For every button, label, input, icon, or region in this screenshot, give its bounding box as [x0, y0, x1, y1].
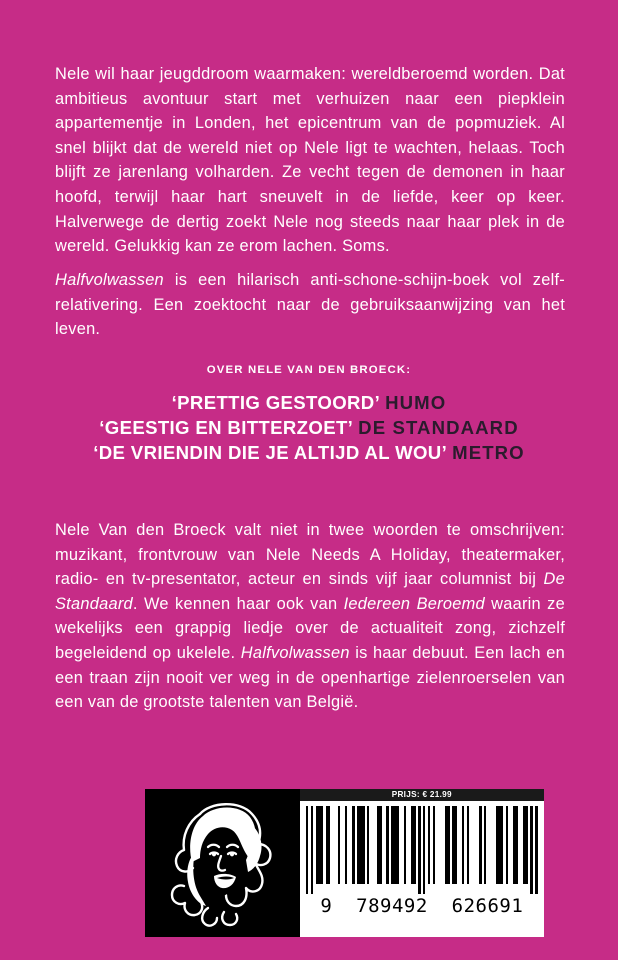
- barcode-area: [300, 801, 544, 937]
- author-bio-paragraph: [55, 518, 565, 715]
- publisher-logo: [145, 789, 300, 937]
- quote-text: ‘GEESTIG EN BITTERZOET’: [99, 417, 354, 438]
- bio-part-2: . We kennen haar ook van: [132, 594, 344, 613]
- synopsis-text: [55, 62, 565, 259]
- quote-text: ‘DE VRIENDIN DIE JE ALTIJD AL WOU’: [93, 442, 448, 463]
- synopsis-paragraph: Nele wil haar jeugddroom waarmaken: wereldberoemd worden. Dat ambitieus avontuur start met verhuizen naar een piepklein appartementje in Londen, het epicentrum van de popmuziek. Al snel blijkt dat de wereld niet op Nele ligt te wachten, helaas. Toch blijft ze jarenlang volharden. Ze vecht tegen de demonen in haar hoofd, terwijl haar hart sneuvelt in de liefde, keer op keer. Halverwege de dertig zoekt Nele nog steeds naar haar plek in de wereld. Gelukkig kan ze erom lachen. Soms.: [55, 65, 565, 256]
- pitch-paragraph: [55, 268, 565, 342]
- quote-source: HUMO: [385, 392, 447, 413]
- quote-text: ‘PRETTIG GESTOORD’: [171, 392, 381, 413]
- bio-show-title: Iedereen Beroemd: [343, 594, 485, 613]
- praise-quote: [0, 415, 618, 440]
- author-bio-text: [55, 518, 565, 715]
- praise-quote: [0, 440, 618, 465]
- quote-source: METRO: [452, 442, 525, 463]
- bio-part-1: Nele Van den Broeck valt niet in twee woorden te omschrijven: muzikant, frontvrouw van Nele Needs A Holiday, theatermaker, radio- en tv-presentator, acteur en sinds vijf jaar columnist bij: [55, 521, 565, 589]
- praise-quote: [0, 390, 618, 415]
- barcode-panel: [300, 789, 544, 937]
- pitch-text: [55, 268, 565, 342]
- pitch-book-title: Halfvolwassen: [55, 271, 164, 289]
- bottom-strip: [145, 789, 524, 937]
- woman-face-illustration-icon: [148, 792, 298, 934]
- barcode-bars: [306, 806, 538, 894]
- praise-quote-list: [0, 390, 618, 465]
- price-label: PRIJS: € 21.99: [300, 789, 544, 801]
- quote-source: DE STANDAARD: [358, 417, 519, 438]
- pitch-rest: is een hilarisch anti-schone-schijn-boek vol zelf-relativering. Een zoektocht naar de gebruiksaanwijzing van het leven.: [55, 271, 565, 339]
- barcode-digits: 9 789492 626691: [320, 895, 524, 917]
- bio-part-4: is haar debuut. Een lach en een traan zijn nooit ver weg in de openhartige zielenroerselen van een van de grootste talenten van België.: [55, 643, 565, 712]
- praise-heading: OVER NELE VAN DEN BROECK:: [206, 364, 412, 376]
- bio-book-title: Halfvolwassen: [240, 643, 350, 662]
- bio-part-3: waarin ze wekelijks een grappig liedje over de actualiteit zong, zichzelf begeleidend op ukelele.: [55, 594, 565, 662]
- bio-newspaper-title: De Standaard: [55, 570, 565, 613]
